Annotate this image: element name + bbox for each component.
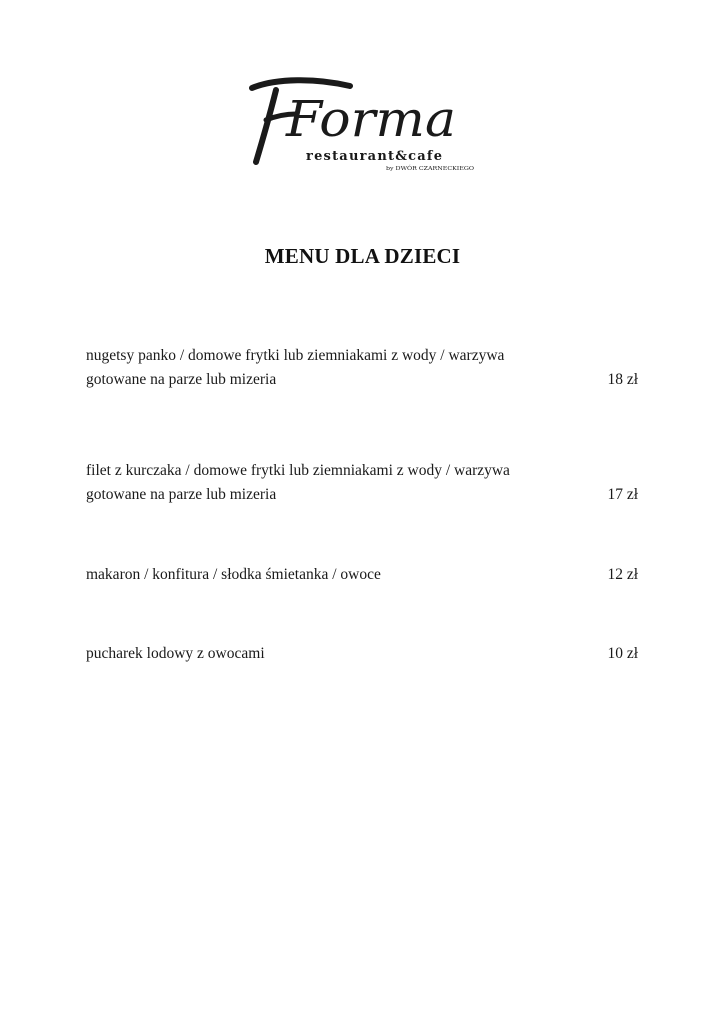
menu-item-description: filet z kurczaka / domowe frytki lub ziemniakami z wody / warzywa gotowane na parze lub mizeria [86, 462, 510, 503]
logo-brand-script: Forma [284, 90, 456, 148]
logo-byline: by DWÓR CZARNECKIEGO [386, 166, 464, 172]
menu-item [86, 344, 638, 392]
logo-subtitle: restaurant&cafe [306, 149, 442, 164]
menu-item-description: pucharek lodowy z owocami [86, 645, 265, 662]
menu-item-description: makaron / konfitura / słodka śmietanka / owoce [86, 566, 381, 583]
menu-item [86, 642, 638, 666]
menu-item-price: 18 zł [607, 371, 638, 388]
menu-item-price: 10 zł [607, 645, 638, 662]
menu-item [86, 563, 638, 587]
menu-item-price: 17 zł [607, 486, 638, 503]
menu-item-description: nugetsy panko / domowe frytki lub ziemniakami z wody / warzywa gotowane na parze lub mizeria [86, 347, 505, 388]
menu-item-price: 12 zł [607, 566, 638, 583]
restaurant-logo [246, 74, 478, 174]
menu-item [86, 459, 638, 507]
page-title: MENU DLA DZIECI [264, 244, 461, 268]
